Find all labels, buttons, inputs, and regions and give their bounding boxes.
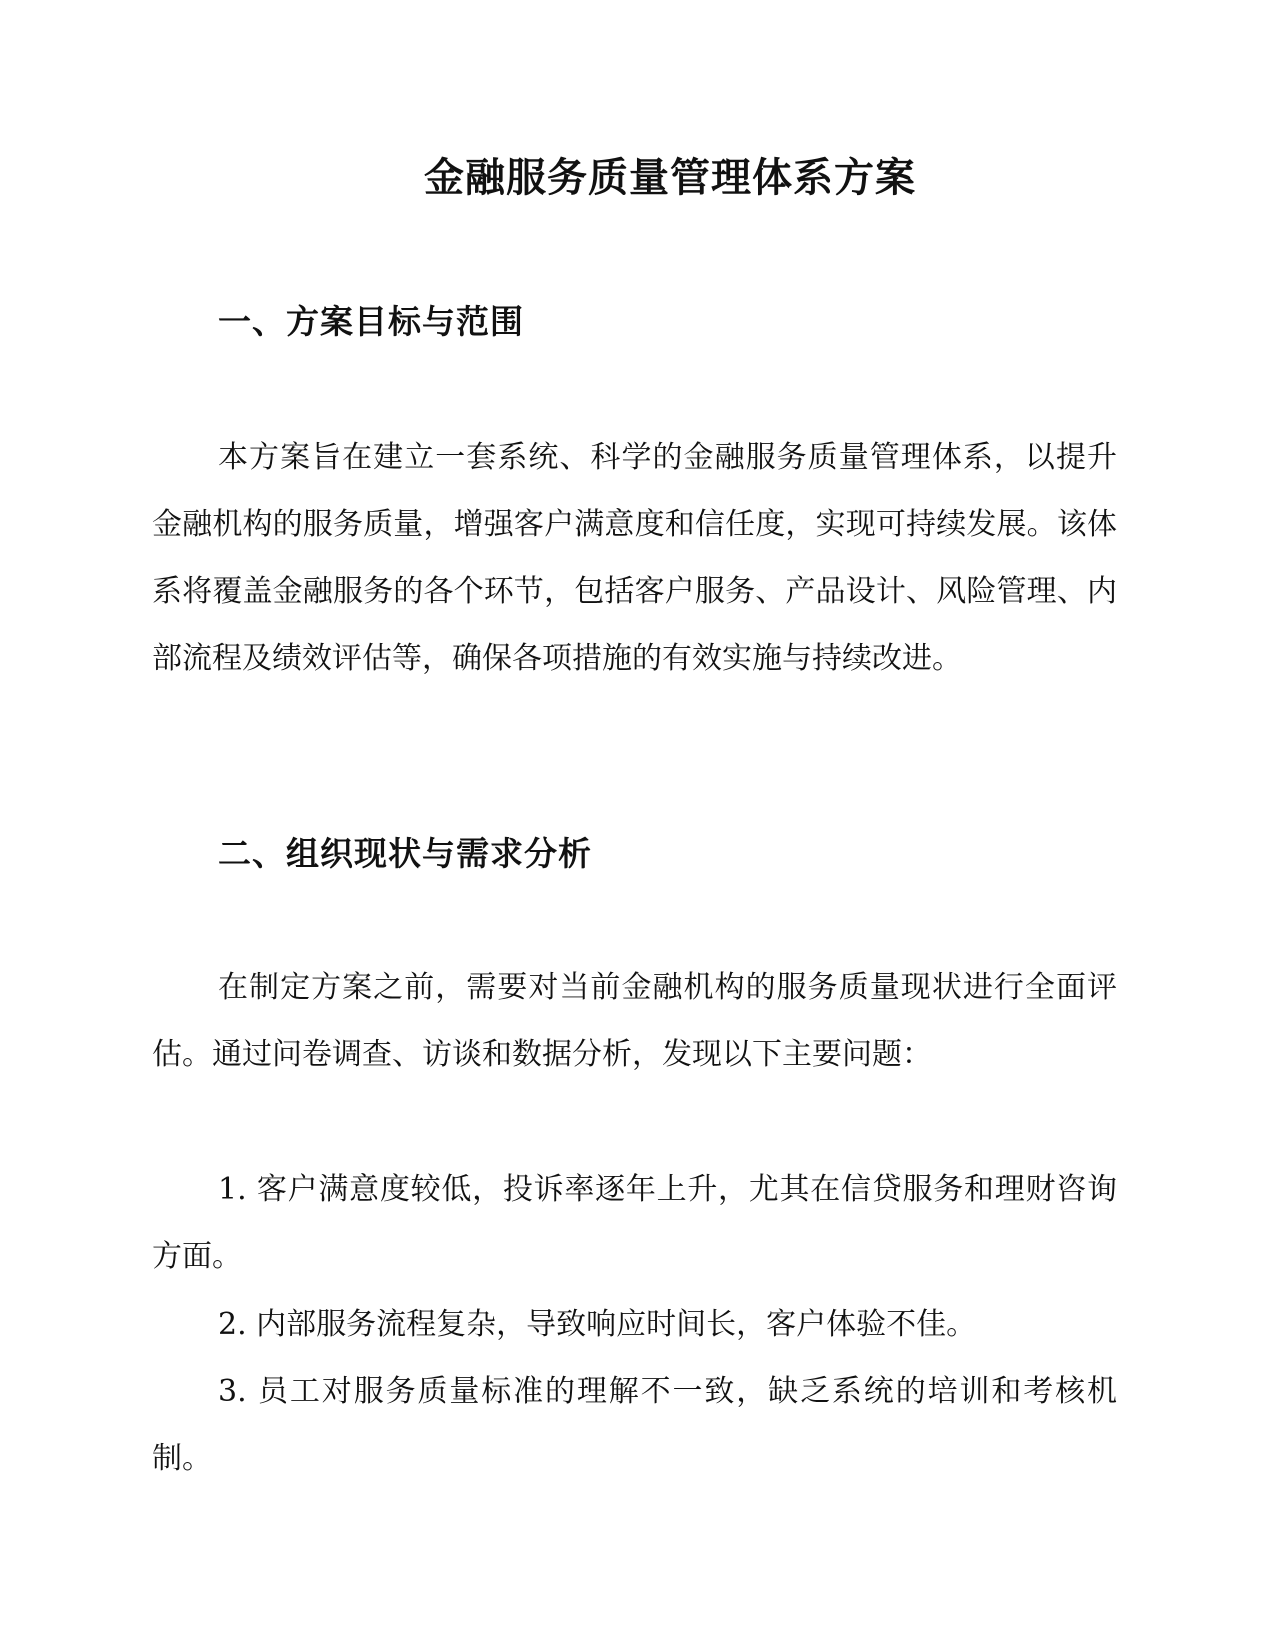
list-item-customer-satisfaction: 1. 客户满意度较低，投诉率逐年上升，尤其在信贷服务和理财咨询方面。 bbox=[152, 1172, 1117, 1274]
section-heading-status-analysis: 二、组织现状与需求分析 bbox=[218, 834, 592, 873]
section-heading-goals-scope: 一、方案目标与范围 bbox=[218, 302, 524, 341]
paragraph-status-analysis: 在制定方案之前，需要对当前金融机构的服务质量现状进行全面评估。通过问卷调查、访谈和数据分析，发现以下主要问题： bbox=[152, 970, 1117, 1072]
list-item-staff-standards: 3. 员工对服务质量标准的理解不一致，缺乏系统的培训和考核机制。 bbox=[152, 1374, 1117, 1476]
paragraph-goals-scope: 本方案旨在建立一套系统、科学的金融服务质量管理体系，以提升金融机构的服务质量，增强客户满意度和信任度，实现可持续发展。该体系将覆盖金融服务的各个环节，包括客户服务、产品设计、风险管理、内部流程及绩效评估等，确保各项措施的有效实施与持续改进。 bbox=[152, 440, 1117, 676]
list-item-internal-process: 2. 内部服务流程复杂，导致响应时间长，客户体验不佳。 bbox=[218, 1307, 977, 1342]
document-title: 金融服务质量管理体系方案 bbox=[424, 155, 916, 201]
